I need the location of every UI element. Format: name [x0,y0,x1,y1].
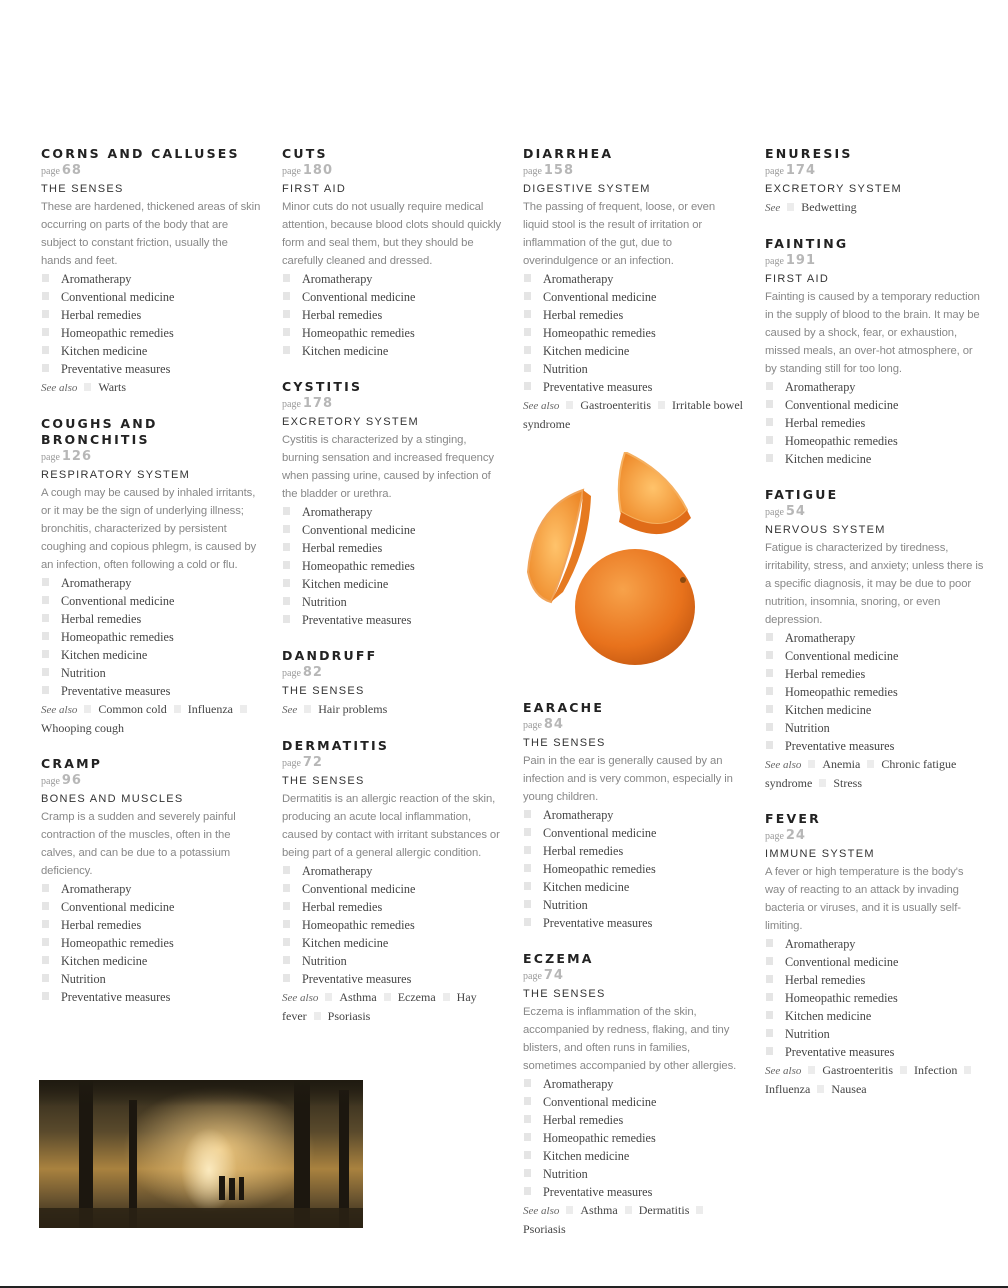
remedy-item: Conventional medicine [765,953,985,971]
body-system: FIRST AID [765,273,830,285]
body-system: THE SENSES [523,737,606,749]
page-label: page [282,399,301,410]
cross-reference-link[interactable]: Influenza [167,702,233,716]
remedy-item: Herbal remedies [282,539,502,557]
remedy-item: Conventional medicine [523,288,743,306]
cross-reference-link[interactable]: Warts [81,380,126,394]
remedy-item: Conventional medicine [523,1093,743,1111]
cross-reference-link[interactable]: Anemia [805,757,860,771]
column-2 [282,146,502,1044]
body-system: THE SENSES [41,183,124,195]
remedy-item: Aromatherapy [41,880,261,898]
body-system: IMMUNE SYSTEM [765,848,875,860]
remedy-item: Conventional medicine [282,521,502,539]
page-number: 84 [543,717,564,732]
cross-reference-link[interactable]: Asthma [563,1203,617,1217]
entry-fever [765,811,985,1098]
cross-reference-link[interactable]: Asthma [322,990,376,1004]
remedy-list [41,574,261,700]
entry-description: A fever or high temperature is the body's way of reacting to an attack by invading bacteria or viruses, and it is usually self-limiting. [765,866,964,932]
entry-description: Fatigue is characterized by tiredness, irritability, stress, and anxiety; unless there is a specific diagnosis, it may be due to poor nutrition, insomnia, snoring, or even depression. [765,542,984,626]
remedy-item: Kitchen medicine [282,575,502,593]
entry-title: EARACHE [523,700,605,715]
entry-title: FAINTING [765,236,849,251]
remedy-item: Herbal remedies [765,665,985,683]
remedy-item: Preventative measures [41,988,261,1006]
page-ref [765,827,985,845]
entry-dandruff [282,648,502,719]
remedy-item: Herbal remedies [523,306,743,324]
cross-reference [765,1061,985,1098]
entry-description: The passing of frequent, loose, or even liquid stool is the result of irritation or inflammation of the gut, due to overindulgence or an infection. [523,201,716,267]
remedy-item: Kitchen medicine [765,1007,985,1025]
entry-enuresis [765,146,985,217]
body-system: DIGESTIVE SYSTEM [523,183,651,195]
remedy-list [765,935,985,1061]
remedy-item: Nutrition [41,664,261,682]
oranges-photo [523,452,743,674]
remedy-list [523,806,743,932]
column-4 [765,146,985,1117]
entry-title: ECZEMA [523,951,594,966]
remedy-item: Aromatherapy [282,503,502,521]
page-ref [765,503,985,521]
remedy-item: Nutrition [282,952,502,970]
remedy-item: Homeopathic remedies [765,989,985,1007]
cross-reference-link[interactable]: Psoriasis [523,1203,710,1236]
remedy-item: Conventional medicine [765,396,985,414]
page-label: page [41,776,60,787]
column-3 [523,146,743,1257]
entry-dermatitis [282,738,502,1025]
cross-reference [41,700,261,737]
entry-title: CYSTITIS [282,379,363,394]
remedy-item: Nutrition [282,593,502,611]
page-number: 178 [302,396,334,411]
column-1 [41,146,261,1025]
remedy-item: Kitchen medicine [765,450,985,468]
see-label: See [765,202,781,214]
entry-title: DERMATITIS [282,738,390,753]
see-label: See also [41,382,78,394]
cross-reference [765,198,985,217]
remedy-item: Kitchen medicine [765,701,985,719]
see-label: See also [523,400,560,412]
entry-diarrhea [523,146,743,433]
page-number: 126 [61,449,93,464]
cross-reference-link[interactable]: Gastroenteritis [805,1063,893,1077]
entry-description: Pain in the ear is generally caused by an infection and is very common, especially in young children. [523,755,733,803]
entry-title: CRAMP [41,756,103,771]
remedy-item: Herbal remedies [765,414,985,432]
page-ref [282,664,502,682]
remedy-item: Preventative measures [523,1183,743,1201]
cross-reference-link[interactable]: Common cold [81,702,166,716]
body-system: THE SENSES [282,775,365,787]
body-system: EXCRETORY SYSTEM [282,416,419,428]
remedy-item: Kitchen medicine [282,934,502,952]
remedy-item: Conventional medicine [523,824,743,842]
page-ref [282,395,502,413]
entry-cystitis [282,379,502,629]
entry-description: Dermatitis is an allergic reaction of the skin, producing an acute local inflammation, caused by contact with irritant substances or being part of a general allergic condition. [282,793,500,859]
page-number: 82 [302,665,323,680]
remedy-item: Aromatherapy [765,629,985,647]
page-number: 174 [785,163,817,178]
remedy-item: Preventative measures [282,611,502,629]
remedy-item: Aromatherapy [282,270,502,288]
remedy-item: Conventional medicine [41,898,261,916]
remedy-item: Homeopathic remedies [765,432,985,450]
see-label: See also [41,704,78,716]
page-number: 54 [785,504,806,519]
remedy-item: Homeopathic remedies [765,683,985,701]
cross-reference-link[interactable]: Hay fever [282,990,477,1023]
remedy-item: Aromatherapy [765,935,985,953]
remedy-item: Preventative measures [41,360,261,378]
cross-reference [765,755,985,792]
page-label: page [282,166,301,177]
body-system: BONES AND MUSCLES [41,793,184,805]
entry-title: COUGHS AND BRONCHITIS [41,416,158,447]
remedy-item: Kitchen medicine [41,952,261,970]
oranges-illustration [523,452,703,674]
remedy-item: Nutrition [41,970,261,988]
page-ref [523,716,743,734]
entry-cramp [41,756,261,1006]
remedy-item: Herbal remedies [765,971,985,989]
page-number: 24 [785,828,806,843]
remedy-item: Conventional medicine [282,288,502,306]
entry-title: CORNS AND CALLUSES [41,146,240,161]
page-ref [523,162,743,180]
cross-reference-link[interactable]: Psoriasis [307,1009,371,1023]
body-system: NERVOUS SYSTEM [765,524,886,536]
page-label: page [765,256,784,267]
remedy-item: Aromatherapy [41,574,261,592]
remedy-item: Preventative measures [765,737,985,755]
remedy-item: Homeopathic remedies [523,860,743,878]
entry-title: FEVER [765,811,821,826]
entry-fainting [765,236,985,468]
page-label: page [765,166,784,177]
page-ref [41,448,261,466]
entry-title: ENURESIS [765,146,853,161]
remedy-item: Kitchen medicine [41,342,261,360]
page-label: page [41,166,60,177]
remedy-item: Aromatherapy [282,862,502,880]
remedy-item: Aromatherapy [765,378,985,396]
remedy-item: Preventative measures [523,914,743,932]
page-number: 158 [543,163,575,178]
entry-coughs [41,416,261,737]
remedy-item: Herbal remedies [523,842,743,860]
remedy-item: Conventional medicine [41,288,261,306]
remedy-item: Homeopathic remedies [523,1129,743,1147]
cross-reference-link[interactable]: Infection [893,1063,957,1077]
page-ref [523,967,743,985]
entry-title: CUTS [282,146,328,161]
remedy-item: Aromatherapy [523,1075,743,1093]
page-label: page [765,831,784,842]
entry-description: Fainting is caused by a temporary reduction in the supply of blood to the brain. It may be caused by a shock, fear, or exhaustion, missed meals, an over-hot atmosphere, or by standing still for too long. [765,291,980,375]
remedy-item: Kitchen medicine [523,878,743,896]
entry-title: DANDRUFF [282,648,378,663]
cross-reference-link[interactable]: Chronic fatigue syndrome [765,757,957,790]
remedy-list [523,1075,743,1201]
page-ref [41,162,261,180]
cross-reference-link[interactable]: Irritable bowel syndrome [523,398,743,431]
page-label: page [765,507,784,518]
page-ref [282,754,502,772]
remedy-item: Herbal remedies [41,306,261,324]
remedy-item: Homeopathic remedies [41,934,261,952]
cross-reference [282,700,502,719]
entry-description: Minor cuts do not usually require medical attention, because blood clots should quickly form and seal them, but they should be carefully cleaned and dressed. [282,201,502,267]
see-label: See also [765,1065,802,1077]
remedy-list [282,862,502,988]
cross-reference-link[interactable]: Influenza [765,1063,978,1096]
page-label: page [282,668,301,679]
remedy-item: Nutrition [523,896,743,914]
entry-description: Eczema is inflammation of the skin, accompanied by redness, flaking, and tiny blisters, and often runs in families, sometimes accompanied by other allergies. [523,1006,737,1072]
remedy-list [41,270,261,378]
remedy-item: Aromatherapy [523,806,743,824]
cross-reference [523,1201,743,1238]
body-system: RESPIRATORY SYSTEM [41,469,191,481]
remedy-item: Preventative measures [765,1043,985,1061]
remedy-list [282,270,502,360]
page-number: 74 [543,968,564,983]
page-label: page [282,758,301,769]
entry-description: A cough may be caused by inhaled irritants, or it may be the sign of underlying illness; bronchitis, characterized by persistent coughing and copious phlegm, is caused by an infection, often following a cold or flu. [41,487,257,571]
see-label: See also [523,1205,560,1217]
remedy-item: Herbal remedies [282,306,502,324]
remedy-item: Kitchen medicine [523,1147,743,1165]
cross-reference [282,988,502,1025]
body-system: FIRST AID [282,183,347,195]
remedy-item: Kitchen medicine [282,342,502,360]
remedy-list [765,378,985,468]
forest-sunlight-photo [39,1080,363,1228]
cross-reference [523,396,743,433]
body-system: EXCRETORY SYSTEM [765,183,902,195]
remedy-item: Conventional medicine [41,592,261,610]
page-number: 68 [61,163,82,178]
remedy-list [765,629,985,755]
page-number: 180 [302,163,334,178]
remedy-list [282,503,502,629]
entry-fatigue [765,487,985,792]
remedy-item: Homeopathic remedies [282,916,502,934]
page-number: 96 [61,773,82,788]
page-label: page [523,720,542,731]
entry-earache [523,700,743,932]
remedy-item: Nutrition [765,719,985,737]
cross-reference [41,378,261,397]
cross-reference-link[interactable]: Gastroenteritis [563,398,651,412]
page-number: 72 [302,755,323,770]
page-label: page [523,971,542,982]
remedy-item: Nutrition [765,1025,985,1043]
remedy-item: Kitchen medicine [41,646,261,664]
remedy-item: Preventative measures [282,970,502,988]
see-label: See also [765,759,802,771]
body-system: THE SENSES [282,685,365,697]
cross-reference-link[interactable]: Bedwetting [784,200,856,214]
remedy-item: Herbal remedies [41,916,261,934]
remedy-item: Herbal remedies [41,610,261,628]
remedy-item: Kitchen medicine [523,342,743,360]
entry-description: Cystitis is characterized by a stinging, burning sensation and increased frequency when passing urine, caused by infection of the bladder or urethra. [282,434,494,500]
remedy-list [41,880,261,1006]
entry-title: DIARRHEA [523,146,614,161]
cross-reference-link[interactable]: Eczema [377,990,436,1004]
see-label: See also [282,992,319,1004]
remedy-item: Nutrition [523,1165,743,1183]
remedy-item: Conventional medicine [282,880,502,898]
page-number: 191 [785,253,817,268]
remedy-item: Aromatherapy [41,270,261,288]
remedy-item: Preventative measures [523,378,743,396]
remedy-item: Herbal remedies [523,1111,743,1129]
entry-eczema [523,951,743,1238]
remedy-item: Conventional medicine [765,647,985,665]
remedy-item: Homeopathic remedies [282,557,502,575]
remedy-item: Homeopathic remedies [282,324,502,342]
body-system: THE SENSES [523,988,606,1000]
cross-reference-link[interactable]: Dermatitis [618,1203,690,1217]
remedy-item: Homeopathic remedies [523,324,743,342]
entry-description: Cramp is a sudden and severely painful contraction of the muscles, often in the calves, and can be due to a potassium deficiency. [41,811,236,877]
remedy-item: Aromatherapy [523,270,743,288]
entry-description: These are hardened, thickened areas of skin occurring on parts of the body that are subject to constant friction, usually the hands and feet. [41,201,261,267]
remedy-list [523,270,743,396]
remedy-item: Homeopathic remedies [41,628,261,646]
entry-corns [41,146,261,397]
page-label: page [523,166,542,177]
entry-title: FATIGUE [765,487,839,502]
remedy-item: Herbal remedies [282,898,502,916]
cross-reference-link[interactable]: Nausea [810,1082,866,1096]
cross-reference-link[interactable]: Hair problems [301,702,387,716]
remedy-item: Homeopathic remedies [41,324,261,342]
page-label: page [41,452,60,463]
page-ref [282,162,502,180]
page-ref [765,252,985,270]
page-ref [41,772,261,790]
cross-reference-link[interactable]: Stress [812,776,862,790]
see-label: See [282,704,298,716]
page-ref [765,162,985,180]
cross-reference-link[interactable]: Whooping cough [41,702,254,735]
remedy-item: Nutrition [523,360,743,378]
entry-cuts [282,146,502,360]
remedy-item: Preventative measures [41,682,261,700]
